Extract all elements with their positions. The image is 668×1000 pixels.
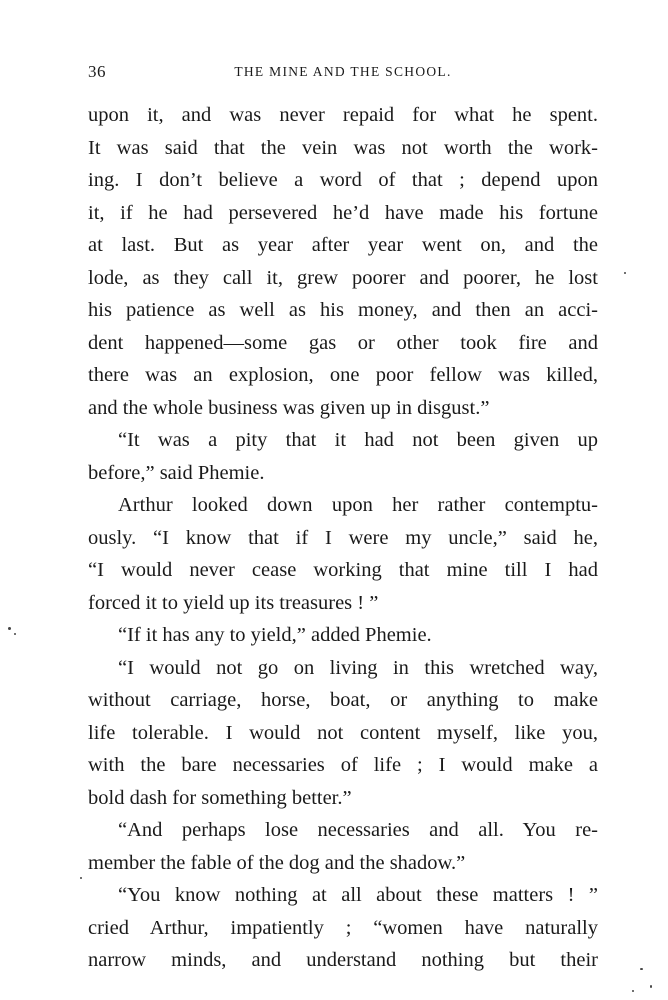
text-line: member the fable of the dog and the shadow.” [88,851,466,874]
scan-speck [624,272,626,274]
text-line: upon it, and was never repaid for what he spent. [88,104,598,126]
text-line: “You know nothing at all about these matters ! ” [118,884,598,906]
text-line: “It was a pity that it had not been given up [118,429,598,451]
scan-speck [640,968,643,970]
scan-speck [8,627,11,630]
text-line: bold dash for something better.” [88,786,352,809]
text-line: with the bare necessaries of life ; I would make a [88,754,598,776]
text-line: at last. But as year after year went on, and the [88,234,598,256]
text-line: it, if he had persevered he’d have made his fortune [88,201,598,224]
text-line: cried Arthur, impatiently ; “women have naturally [88,916,598,939]
scan-speck [632,990,634,992]
text-line: “If it has any to yield,” added Phemie. [118,624,432,646]
scan-speck [80,877,82,879]
text-line: It was said that the vein was not worth the work- [88,136,598,159]
text-line: “And perhaps lose necessaries and all. You re- [118,819,598,841]
text-line: ing. I don’t believe a word of that ; depend upon [88,169,598,191]
text-line: narrow minds, and understand nothing but their [88,949,598,971]
page-header [88,62,598,84]
text-line: forced it to yield up its treasures ! ” [88,591,379,614]
text-line: and the whole business was given up in disgust.” [88,396,490,419]
text-line: lode, as they call it, grew poorer and poorer, he lost [88,266,598,289]
text-line: there was an explosion, one poor fellow was killed, [88,364,598,386]
scan-speck [14,633,16,635]
scan-speck [650,985,652,988]
text-line: life tolerable. I would not content myself, like you, [88,721,598,744]
text-line: “I would not go on living in this wretched way, [118,656,598,679]
text-line: dent happened—some gas or other took fire and [88,331,598,354]
text-line: without carriage, horse, boat, or anything to make [88,689,598,711]
body-text [88,99,598,977]
text-line: “I would never cease working that mine till I had [88,559,598,581]
text-line: ously. “I know that if I were my uncle,” said he, [88,526,598,549]
page-number: 36 [88,62,106,81]
text-line: before,” said Phemie. [88,461,265,484]
running-head: THE MINE AND THE SCHOOL. [234,64,452,79]
text-line: his patience as well as his money, and then an acci- [88,299,598,321]
text-line: Arthur looked down upon her rather contemptu- [118,494,598,516]
